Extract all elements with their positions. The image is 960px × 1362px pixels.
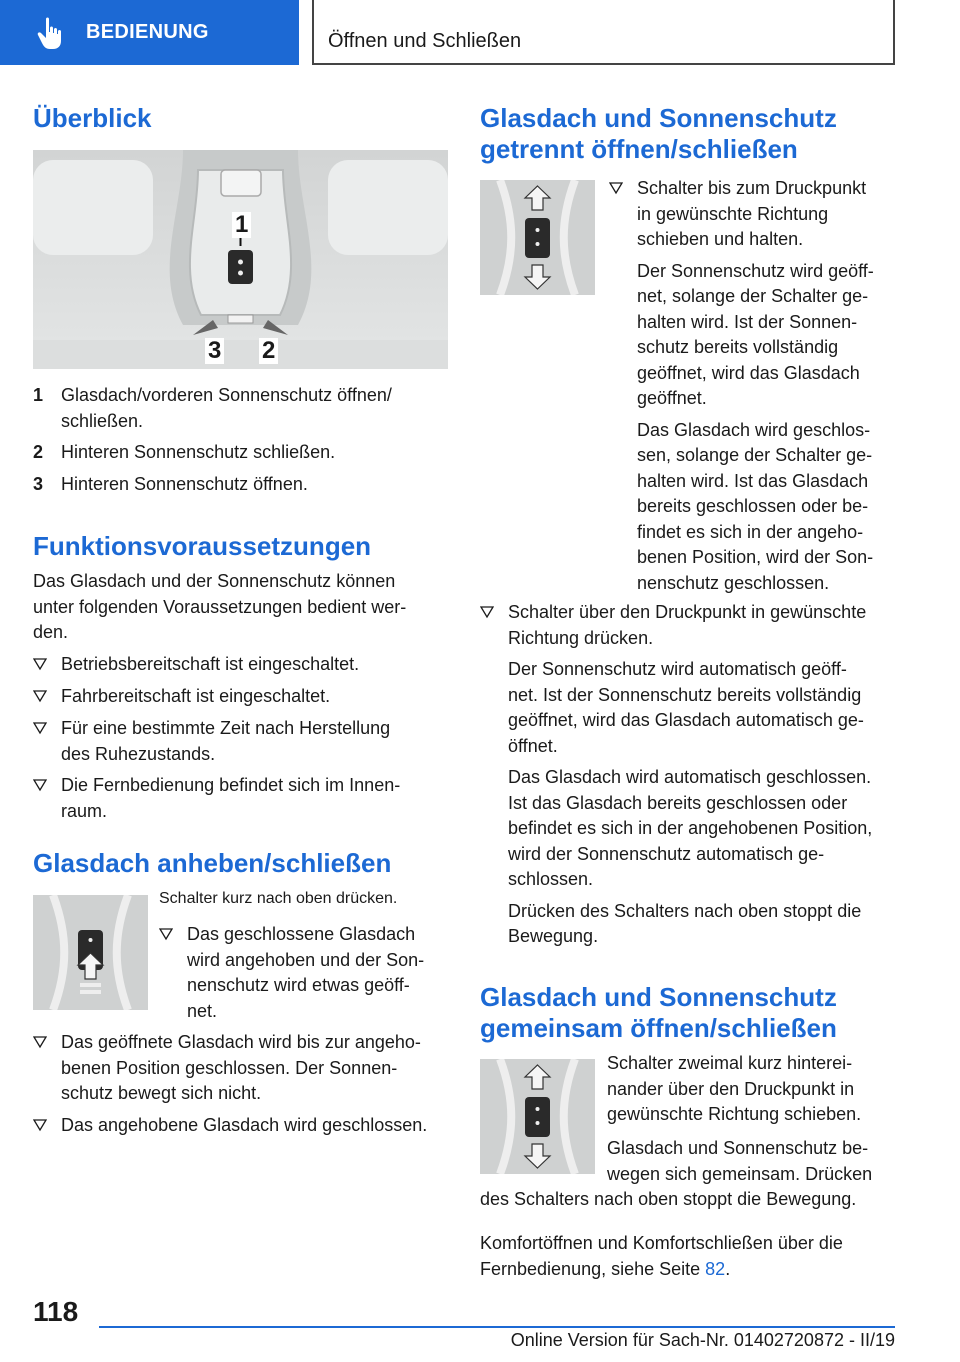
- line: Glasdach und Sonnenschutz: [480, 982, 837, 1012]
- line: getrennt öffnen/schließen: [480, 134, 798, 164]
- bullet-text: Betriebsbereitschaft ist eingeschaltet.: [61, 654, 360, 674]
- line: gemeinsam öffnen/schließen: [480, 1013, 837, 1043]
- line: nander über den Druckpunkt in: [607, 1078, 855, 1099]
- line: net. Ist der Sonnenschutz bereits vollständig: [508, 684, 862, 705]
- line: Das Glasdach wird geschlos-: [637, 419, 871, 440]
- section-tab: [0, 0, 299, 65]
- legend-text: Hinteren Sonnenschutz schließen.: [61, 442, 336, 462]
- line: [480, 1257, 896, 1283]
- line: Bewegung.: [508, 926, 599, 946]
- footer-version: Online Version für Sach-Nr. 01402720872 - II/19: [510, 1330, 895, 1350]
- text: .: [725, 1258, 731, 1279]
- bullet-text: [61, 716, 390, 767]
- line: Glasdach und Sonnenschutz: [480, 103, 837, 133]
- legend-number: 2: [33, 442, 44, 462]
- together-p2-b: [480, 1187, 896, 1213]
- legend-number: 1: [33, 385, 44, 405]
- section-label: BEDIENUNG: [86, 21, 209, 43]
- together-p3: [480, 1231, 896, 1282]
- raise-intro: Schalter kurz nach oben drücken.: [159, 890, 398, 907]
- line: geöffnet, wird das Glasdach automatisch ge-: [508, 710, 864, 730]
- chapter-title: Öffnen und Schließen: [312, 0, 895, 65]
- line: unter folgenden Voraussetzungen bedient wer-: [33, 596, 407, 617]
- switch-slide-image: [480, 180, 595, 295]
- line: Richtung drücken.: [508, 627, 654, 648]
- together-p1: [607, 1051, 897, 1128]
- legend-text: [61, 383, 441, 434]
- line: Schalter über den Druckpunkt in gewünschte: [508, 602, 867, 622]
- triangle-bullet-icon: [33, 656, 47, 672]
- text: Fernbedienung, siehe Seite: [480, 1258, 706, 1279]
- callout-1: 1: [232, 212, 251, 238]
- line: Drücken des Schalters nach oben stoppt die: [508, 900, 862, 921]
- line: halten wird. Ist der Sonnen-: [637, 311, 858, 332]
- triangle-bullet-icon: [33, 688, 47, 704]
- line: geöffnet, wird das Glasdach: [637, 362, 860, 383]
- together-p2-a: [607, 1136, 897, 1187]
- bullet-text: [508, 600, 898, 950]
- line: Ist das Glasdach bereits geschlossen oder: [508, 792, 848, 813]
- legend-text: Hinteren Sonnenschutz öffnen.: [61, 474, 308, 494]
- line: Glasdach/vorderen Sonnenschutz öffnen/: [61, 385, 392, 405]
- line: benen Position, wird der Son-: [637, 547, 874, 567]
- line: Schalter zweimal kurz hinterei-: [607, 1053, 853, 1073]
- line: nenschutz geschlossen.: [637, 572, 830, 593]
- bullet-text: [187, 922, 424, 1024]
- line: schutz bewegt sich nicht.: [61, 1083, 262, 1103]
- line: wegen sich gemeinsam. Drücken: [607, 1163, 873, 1184]
- roof-console-image: [33, 150, 448, 369]
- line: Schalter bis zum Druckpunkt: [637, 178, 867, 198]
- requirements-intro: [33, 569, 448, 646]
- switch-up-illustration: [33, 895, 148, 1010]
- hand-pointer-icon: [34, 15, 70, 51]
- line: raum.: [61, 800, 108, 821]
- line: den.: [33, 622, 69, 642]
- bullet-text: [61, 773, 400, 824]
- triangle-bullet-icon: [159, 926, 173, 942]
- switch-up-image: [33, 895, 148, 1010]
- line: Das geöffnete Glasdach wird bis zur angeho-: [61, 1032, 421, 1052]
- line: schlossen.: [508, 869, 594, 889]
- triangle-bullet-icon: [33, 777, 47, 793]
- switch-slide-illustration: [480, 180, 595, 295]
- heading-overview: Überblick: [33, 103, 152, 133]
- heading-together: [480, 982, 837, 1044]
- line: wird der Sonnenschutz automatisch ge-: [508, 843, 825, 864]
- line: öffnet.: [508, 735, 558, 756]
- line: benen Position geschlossen. Der Sonnen-: [61, 1057, 398, 1078]
- line: Die Fernbedienung befindet sich im Innen-: [61, 775, 401, 795]
- line: findet es sich in der angeho-: [637, 521, 864, 542]
- triangle-bullet-icon: [33, 1034, 47, 1050]
- triangle-bullet-icon: [480, 604, 494, 620]
- triangle-bullet-icon: [33, 720, 47, 736]
- line: des Schalters nach oben stoppt die Bewegung.: [480, 1189, 857, 1209]
- line: befindet es sich in der angehobenen Position,: [508, 818, 873, 838]
- bullet-text: [637, 176, 899, 596]
- line: Der Sonnenschutz wird geöff-: [637, 260, 874, 281]
- bullet-text: Das angehobene Glasdach wird geschlossen.: [61, 1115, 428, 1135]
- line: wird angehoben und der Son-: [187, 949, 425, 970]
- line: Für eine bestimmte Zeit nach Herstellung: [61, 718, 391, 738]
- line: net.: [187, 1000, 218, 1021]
- line: nenschutz wird etwas geöff-: [187, 975, 410, 995]
- callout-2: 2: [259, 338, 278, 364]
- page-link[interactable]: 82: [705, 1258, 726, 1279]
- line: des Ruhezustands.: [61, 743, 216, 764]
- line: in gewünschte Richtung: [637, 203, 829, 224]
- page-number: 118: [33, 1296, 79, 1327]
- switch-double-illustration: [480, 1059, 595, 1174]
- footer-divider: [99, 1326, 895, 1328]
- line: schließen.: [61, 410, 144, 431]
- heading-requirements: Funktionsvoraussetzungen: [33, 531, 372, 561]
- line: Der Sonnenschutz wird automatisch geöff-: [508, 659, 847, 679]
- legend-number: 3: [33, 474, 44, 494]
- roof-console-illustration: [33, 150, 448, 369]
- heading-raise: Glasdach anheben/schließen: [33, 848, 392, 878]
- bullet-text: Fahrbereitschaft ist eingeschaltet.: [61, 686, 331, 706]
- line: geöffnet.: [637, 388, 707, 408]
- triangle-bullet-icon: [33, 1117, 47, 1133]
- switch-double-image: [480, 1059, 595, 1174]
- line: Komfortöffnen und Komfortschließen über die: [480, 1233, 843, 1253]
- line: Glasdach und Sonnenschutz be-: [607, 1138, 869, 1158]
- line: bereits geschlossen oder be-: [637, 496, 869, 516]
- line: sen, solange der Schalter ge-: [637, 445, 873, 465]
- line: Das Glasdach wird automatisch geschlossen.: [508, 767, 872, 787]
- line: schutz bereits vollständig: [637, 337, 839, 357]
- line: Das Glasdach und der Sonnenschutz können: [33, 571, 396, 591]
- line: halten wird. Ist das Glasdach: [637, 470, 869, 491]
- line: net, solange der Schalter ge-: [637, 286, 869, 306]
- line: schieben und halten.: [637, 229, 804, 249]
- callout-3: 3: [205, 338, 224, 364]
- line: gewünschte Richtung schieben.: [607, 1104, 862, 1124]
- heading-separate: [480, 103, 837, 165]
- line: Das geschlossene Glasdach: [187, 924, 416, 944]
- bullet-text: [61, 1030, 421, 1107]
- triangle-bullet-icon: [609, 180, 623, 196]
